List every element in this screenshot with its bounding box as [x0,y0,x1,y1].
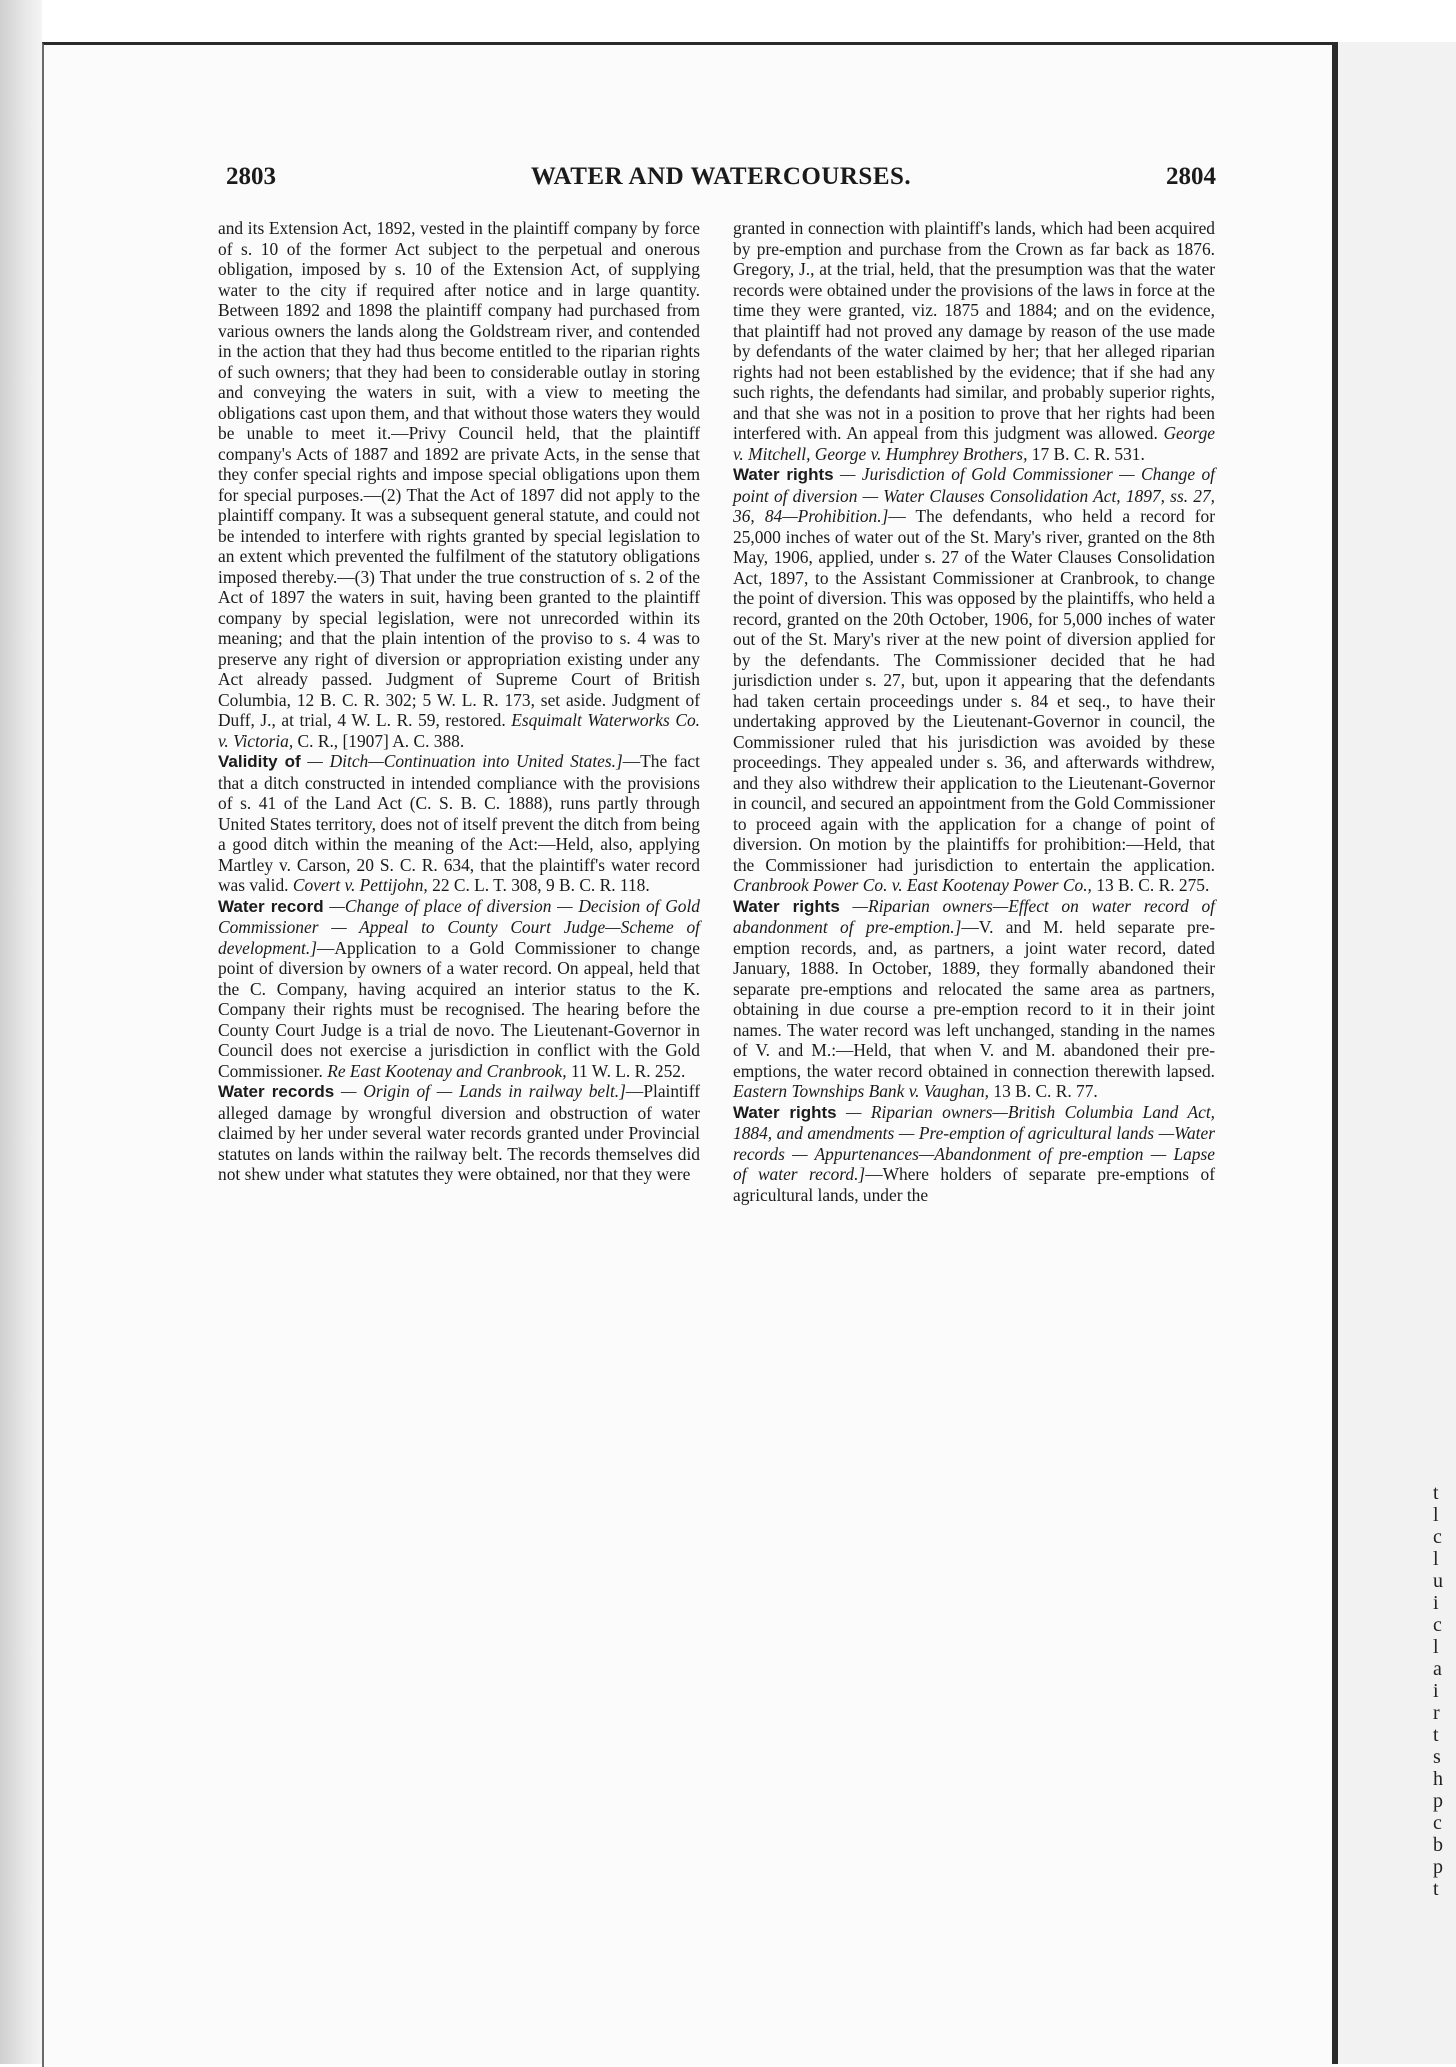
entry-indent [733,1102,837,1122]
report-citation: C. R., [1907] A. C. 388. [297,730,465,751]
entry-catchwords: —Change of place of diversion — Decision of Gold Commissioner — Appeal to County Court Judge—Scheme of development.] [218,895,701,958]
entry-catchwords: — Jurisdiction of Gold Commissioner — Change of point of diversion — Water Clauses Consolidation Act, 1897, ss. 27, 36, 84—Prohibition.] [733,464,1215,526]
next-page-letter: t [1433,1878,1439,1900]
entry-heading: Water rights [733,896,840,916]
next-page-letter: p [1433,1856,1443,1878]
digest-entry [733,464,1215,896]
next-page-letter: t [1433,1724,1439,1746]
next-page-letter: i [1433,1592,1439,1614]
next-page-letter: c [1433,1526,1442,1548]
entry-catchwords: — Origin of — Lands in railway belt.] [340,1081,626,1101]
next-page-letter: i [1433,1680,1439,1702]
next-page-letter: s [1433,1746,1441,1768]
entry-indent [733,896,840,916]
next-page-letter: l [1433,1636,1439,1658]
digest-entry [218,751,700,896]
entry-heading: Water rights [733,465,834,484]
next-page-letter: u [1433,1570,1443,1592]
next-page-letter: c [1433,1614,1442,1636]
entry-indent [733,464,834,484]
continuation-paragraph: and its Extension Act, 1892, vested in the plaintiff company by force of s. 10 of the former Act subject to the perpetual and onerous obligation, imposed by s. 10 of the Extension Act, of supplying water to the city if required after notice and in large quantity. Between 1892 and 1898 the plaintiff company had purchased from various owners the lands along the Goldstream river, and contended in the action that they had thus become entitled to the riparian rights of such owners; that they had been to considerable outlay in storing and conveying the waters in suit, with a view to meeting the obligations cast upon them, and that without those waters they would be unable to meet it.—Privy Council held, that the plaintiff company's Acts of 1887 and 1892 are private Acts, in the sense that they confer special rights and impose special obligations upon them for special purposes.—(2) That the Act of 1897 did not apply to the plaintiff company. It was a subsequent general statute, and could not be intended to interfere with rights granted by special legislation to an extent which prevented the fulfilment of the statutory obligations imposed thereby.—(3) That under the true construction of s. 2 of the Act of 1897 the waters in suit, having been granted to the plaintiff company by special legislation, were not unrecorded within its meaning; and that the plain intention of the proviso to s. 4 was to preserve any right of diversion or appropriation existing under any Act already passed. Judgment of Supreme Court of British Columbia, 12 B. C. R. 302; 5 W. L. R. 173, set aside. Judgment of Duff, J., at trial, 4 W. L. R. 59, restored. Esquimalt Waterworks Co. v. Victoria, C. R., [1907] A. C. 388. [218,218,700,751]
entry-text: —Where holders of separate pre-emptions of agricultural lands, under the [733,1164,1215,1205]
entry-heading: Water record [218,896,324,916]
digest-entry [733,1102,1215,1206]
page-number-right: 2804 [1166,163,1216,190]
running-head [226,163,1216,203]
digest-entry [218,896,700,1082]
running-title: WATER AND WATERCOURSES. [530,163,912,190]
case-citation: Eastern Townships Bank v. Vaughan, [733,1081,990,1101]
entry-text: —Application to a Gold Commissioner to change point of diversion by owners of a water record. On appeal, held that the C. Company, having acquired an interior status to the K. Company their rights must be recognised. The hearing before the County Court Judge is a trial de novo. The Lieutenant-Governor in Council does not exercise a jurisdiction in conflict with the Gold Commissioner. [218,937,700,1081]
digest-entry [733,896,1215,1102]
report-citation: 11 W. L. R. 252. [570,1060,686,1081]
left-column [218,218,700,1185]
report-citation: 13 B. C. R. 77. [993,1081,1098,1101]
entry-indent [218,1081,334,1101]
digest-entry [218,1081,700,1185]
entry-catchwords: — Riparian owners—British Columbia Land Act, 1884, and amendments — Pre-emption of agricultural lands —Water records — Appurtenances—Abandonment of pre-emption — Lapse of water record.] [733,1101,1215,1184]
entry-catchwords: — Ditch—Continuation into United States.] [307,751,623,771]
next-page-letter: t [1433,1482,1439,1504]
next-page-letter: h [1433,1768,1443,1790]
entry-heading: Water rights [733,1102,837,1122]
next-page-edge [1338,42,1456,2064]
next-page-letter: r [1433,1702,1440,1724]
right-entries [733,464,1215,1205]
book-binding-edge [0,0,42,2064]
page-number-left: 2803 [226,163,276,190]
entry-text: —V. and M. held separate pre-emption records, and, as partners, a joint water record, dated January, 1888. In October, 1889, they formally abandoned their separate pre-emptions and relocated the same area as partners, obtaining in due course a pre-emption record to it in their joint names. The water record was left unchanged, standing in the names of V. and M.:—Held, that when V. and M. abandoned their pre-emptions, the water record obtained in connection therewith lapsed. [733,917,1215,1081]
entry-indent [218,896,324,916]
case-citation: Covert v. Pettijohn, [292,875,428,895]
next-page-letter: c [1433,1812,1442,1834]
entry-text: —The fact that a ditch constructed in intended compliance with the provisions of s. 41 of the Land Act (C. S. B. C. 1888), runs partly through United States territory, does not of itself prevent the ditch from being a good ditch within the meaning of the Act:—Held, also, applying Martley v. Carson, 20 S. C. R. 634, that the plaintiff's water record was valid. [218,751,700,895]
next-page-letter: l [1433,1548,1439,1570]
continuation-paragraph: granted in connection with plaintiff's lands, which had been acquired by pre-emption and purchase from the Crown as far back as 1876. Gregory, J., at the trial, held, that the presumption was that the water records were obtained under the provisions of the laws in force at the time they were granted, viz. 1875 and 1884; and on the evidence, that plaintiff had not proved any damage by reason of the use made by defendants of the water claimed by her; that her alleged riparian rights had not been established by the evidence; that if she had any such rights, the defendants had similar, and probably superior rights, and that she was not in a position to prove that her rights had been interfered with. An appeal from this judgment was allowed. George v. Mitchell, George v. Humphrey Brothers, 17 B. C. R. 531. [733,218,1215,464]
next-page-letter: p [1433,1790,1443,1812]
case-citation: Esquimalt Waterworks Co. v. Victoria, [218,710,700,751]
report-citation: 22 C. L. T. 308, 9 B. C. R. 118. [432,875,650,895]
next-page-letter: a [1433,1658,1442,1680]
next-page-letter: l [1433,1504,1439,1526]
entry-catchwords: —Riparian owners—Effect on water record of abandonment of pre-emption.] [733,895,1215,937]
entry-heading: Validity of [218,752,301,771]
entry-text: — The defendants, who held a record for 25,000 inches of water out of the St. Mary's river, granted on the 8th May, 1906, applied, under s. 27 of the Water Clauses Consolidation Act, 1897, to the Assistant Commissioner at Cranbrook, to change the point of diversion. This was opposed by the plaintiffs, who held a record, granted on the 20th October, 1906, for 5,000 inches of water out of the St. Mary's river at the new point of diversion applied for by the defendants. The Commissioner decided that he had jurisdiction under s. 27, but, upon it appearing that the defendants had taken certain proceedings under s. 84 et seq., to have their undertaking approved by the Lieutenant-Governor in council, the Commissioner ruled that his jurisdiction was avoided by these proceedings. They appealed under s. 36, and afterwards withdrew, and they also withdrew their application to the Lieutenant-Governor in council, and secured an appointment from the Gold Commissioner to proceed again with the application for a change of point of diversion. On motion by the plaintiffs for prohibition:—Held, that the Commissioner had jurisdiction to entertain the application. [733,506,1215,875]
case-citation: George v. Mitchell, George v. Humphrey Brothers, [733,423,1215,464]
entry-indent [218,751,301,771]
case-citation: Re East Kootenay and Cranbrook, [327,1060,567,1081]
entry-heading: Water records [218,1082,335,1101]
left-entries [218,751,700,1185]
next-page-letter: b [1433,1834,1443,1856]
report-citation: 13 B. C. R. 275. [1096,875,1210,895]
case-citation: Cranbrook Power Co. v. East Kootenay Power Co., [733,875,1092,895]
right-column [733,218,1215,1205]
entry-text: —Plaintiff alleged damage by wrongful diversion and obstruction of water claimed by her under several water records granted under Provincial statutes on lands within the railway belt. The records themselves did not shew under what statutes they were obtained, nor that they were [218,1081,700,1184]
report-citation: 17 B. C. R. 531. [1031,443,1145,464]
